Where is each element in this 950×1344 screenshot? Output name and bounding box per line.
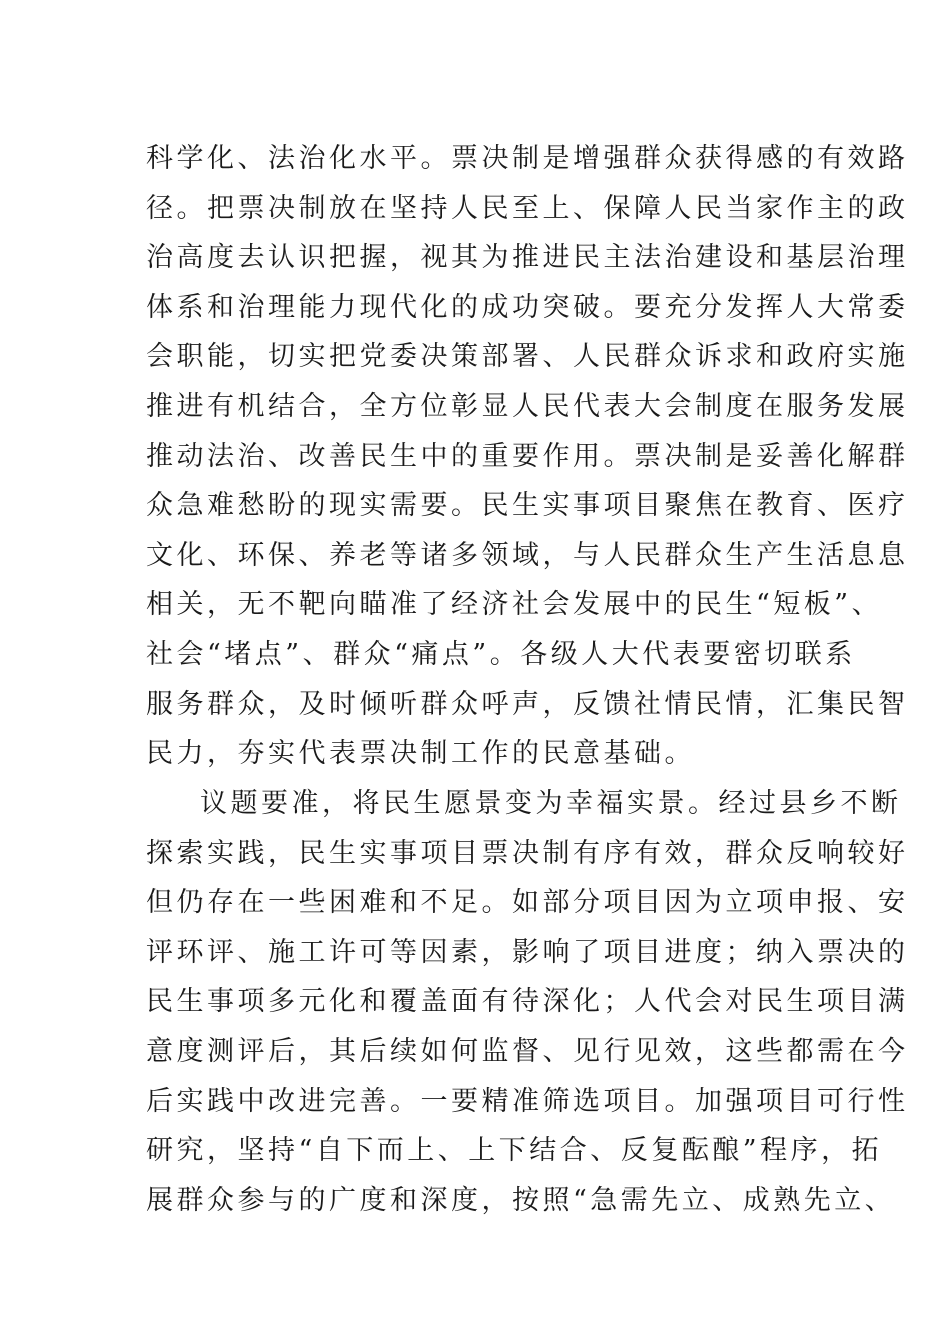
paragraph-line: 展群众参与的广度和深度，按照“急需先立、成熟先立、: [146, 1184, 896, 1216]
paragraph-first-line: 议题要准，将民生愿景变为幸福实景。经过县乡不断: [200, 788, 902, 819]
paragraph-line: 径。把票决制放在坚持人民至上、保障人民当家作主的政: [146, 192, 909, 224]
paragraph-agenda: [146, 779, 909, 1225]
paragraph-line: 评环评、施工许可等因素，影响了项目进度；纳入票决的: [146, 936, 909, 968]
paragraph-line: 研究，坚持“自下而上、上下结合、反复酝酿”程序，拓: [146, 1135, 883, 1167]
paragraph-line: 推进有机结合，全方位彰显人民代表大会制度在服务发展: [146, 390, 909, 422]
paragraph-line: 科学化、法治化水平。票决制是增强群众获得感的有效路: [146, 143, 909, 174]
paragraph-line: 民生事项多元化和覆盖面有待深化；人代会对民生项目满: [146, 986, 909, 1018]
paragraph-line: 服务群众，及时倾听群众呼声，反馈社情民情，汇集民智: [146, 688, 909, 720]
paragraph-line: 众急难愁盼的现实需要。民生实事项目聚焦在教育、医疗: [146, 490, 909, 522]
paragraph-line: 推动法治、改善民生中的重要作用。票决制是妥善化解群: [146, 440, 909, 472]
paragraph-line: 探索实践，民生实事项目票决制有序有效，群众反响较好: [146, 837, 909, 869]
paragraph-line: 民力，夯实代表票决制工作的民意基础。: [146, 738, 695, 770]
paragraph-line: 文化、环保、养老等诸多领域，与人民群众生产生活息息: [146, 539, 909, 571]
paragraph-continued: [146, 134, 909, 779]
paragraph-line: 后实践中改进完善。一要精准筛选项目。加强项目可行性: [146, 1085, 909, 1117]
paragraph-line: 意度测评后，其后续如何监督、见行见效，这些都需在今: [146, 1035, 909, 1067]
paragraph-line: 治高度去认识把握，视其为推进民主法治建设和基层治理: [146, 242, 909, 274]
paragraph-line: 但仍存在一些困难和不足。如部分项目因为立项申报、安: [146, 887, 909, 919]
paragraph-line: 会职能，切实把党委决策部署、人民群众诉求和政府实施: [146, 341, 909, 373]
paragraph-line: 相关，无不靶向瞄准了经济社会发展中的民生“短板”、: [146, 589, 883, 621]
paragraph-line: 体系和治理能力现代化的成功突破。要充分发挥人大常委: [146, 291, 909, 323]
paragraph-line: 社会“堵点”、群众“痛点”。各级人大代表要密切联系: [146, 638, 856, 670]
